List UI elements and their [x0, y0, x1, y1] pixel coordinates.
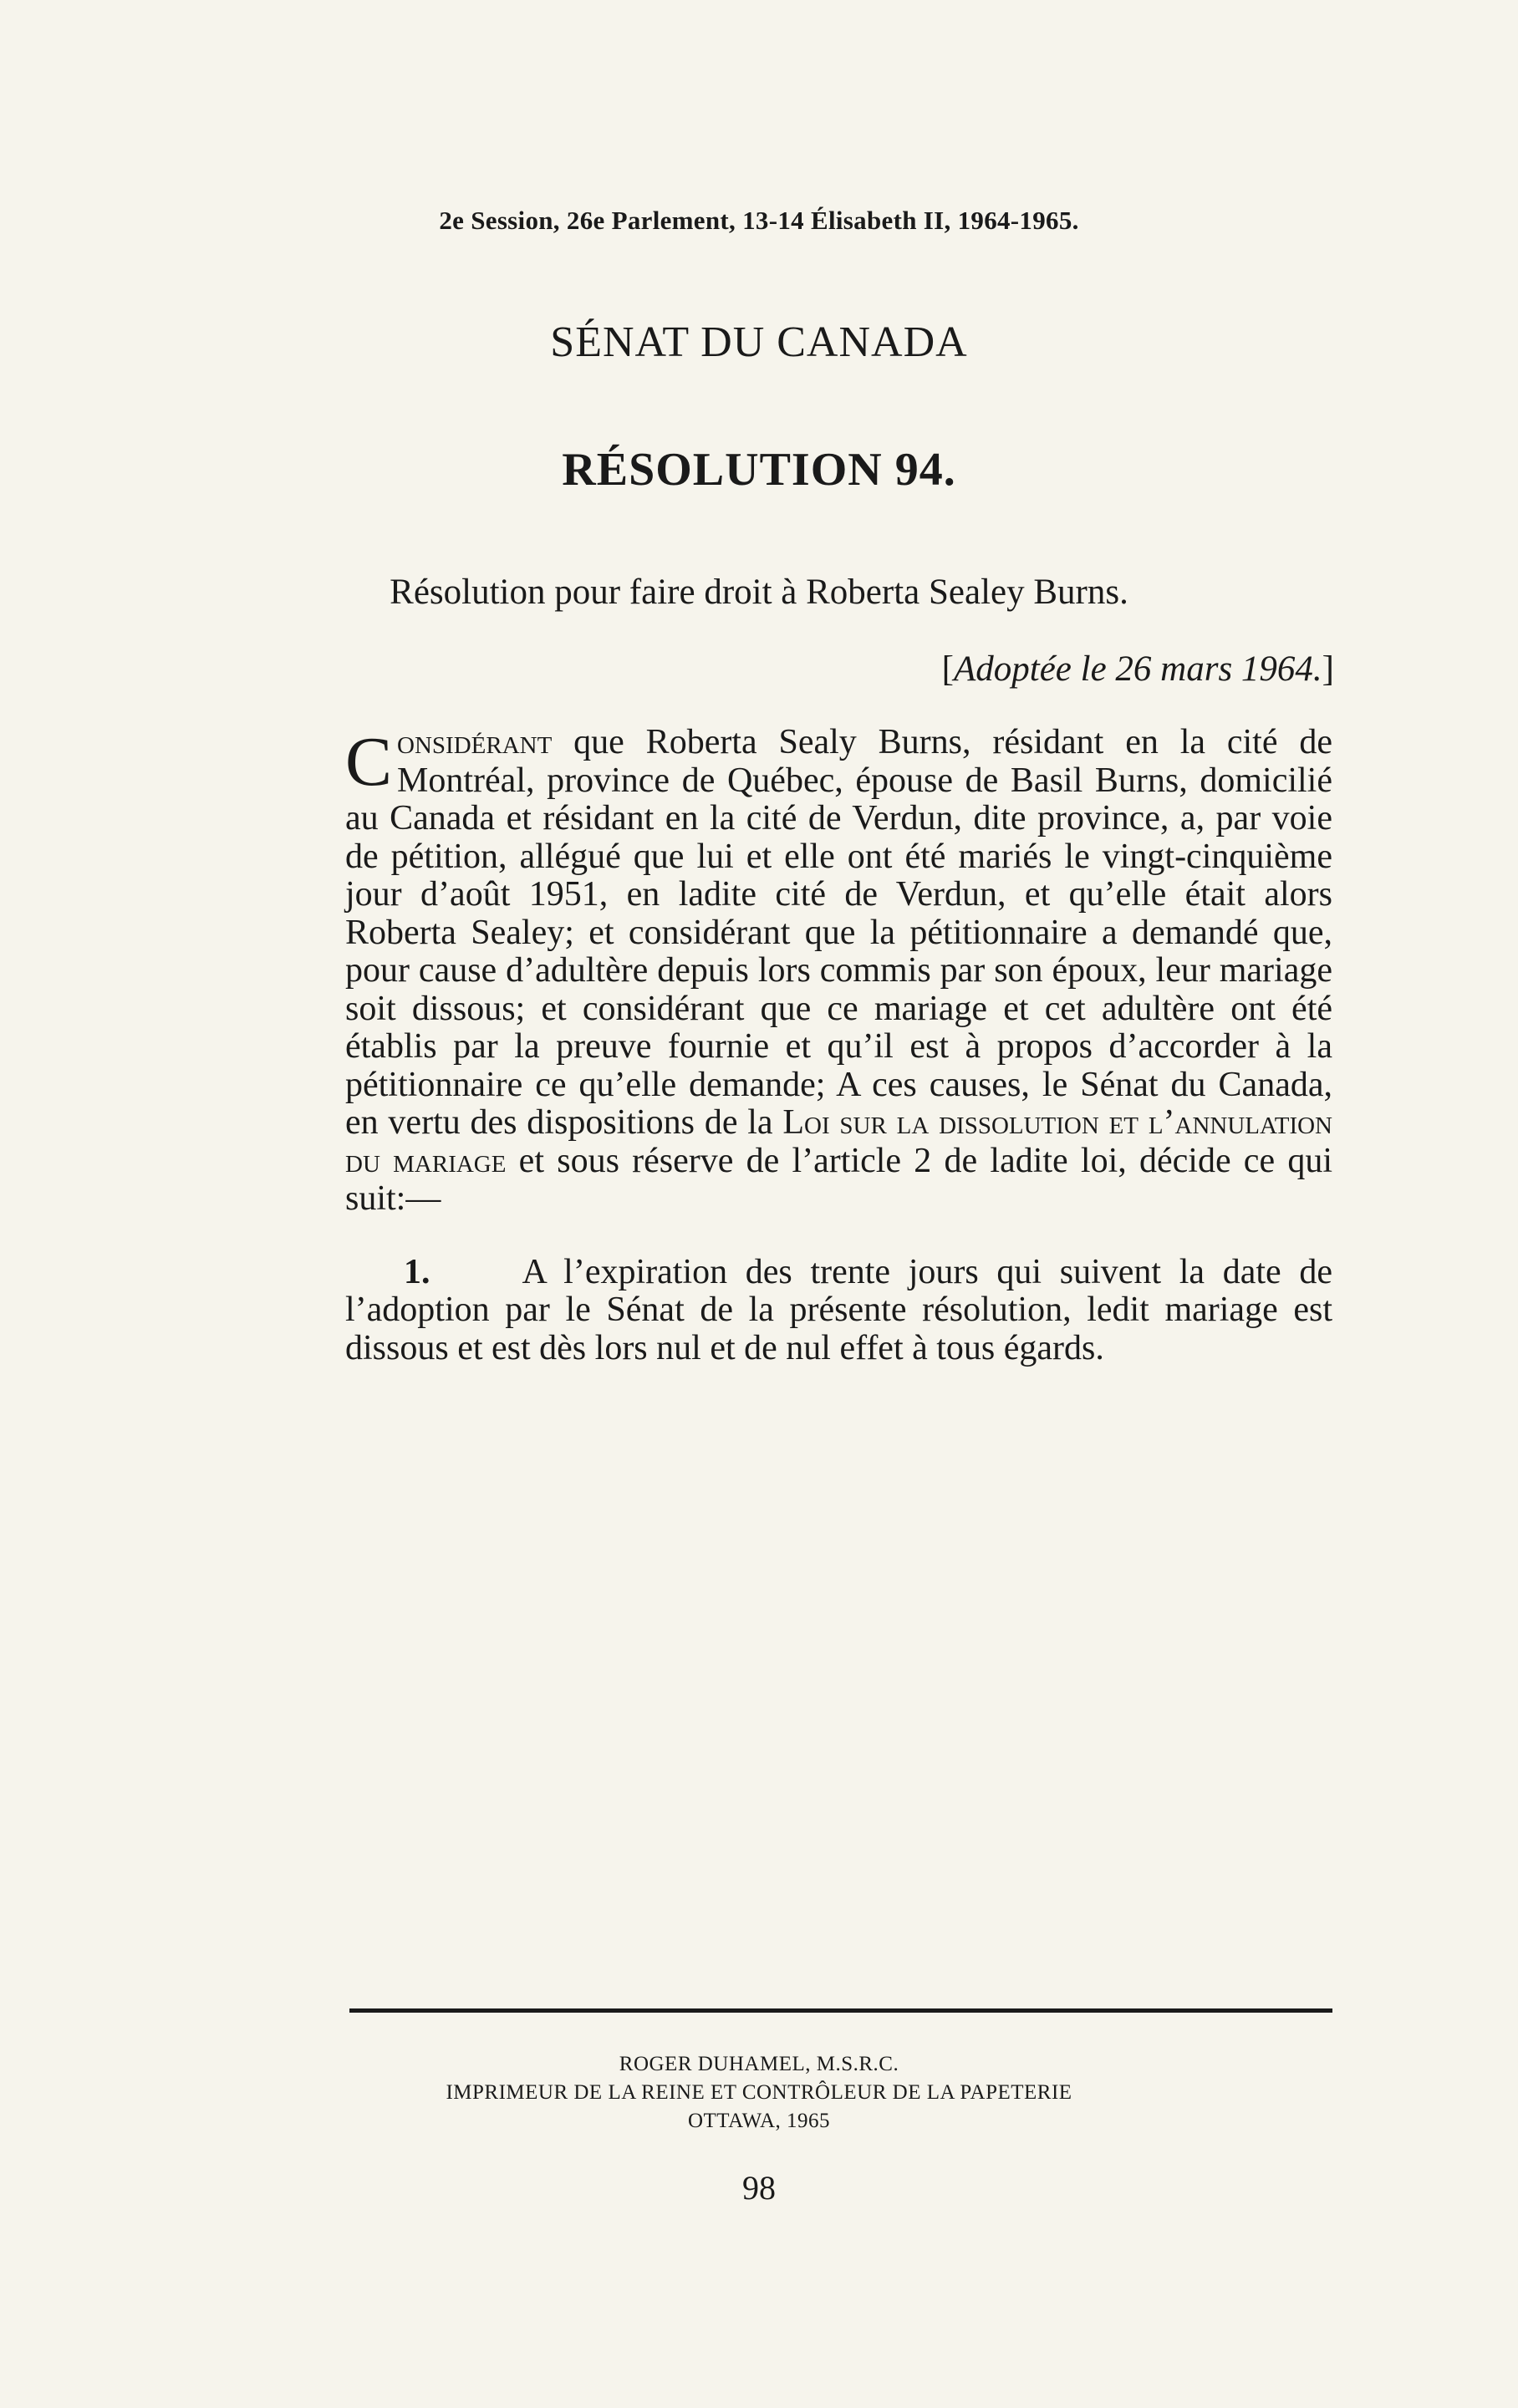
footer-printer-title: IMPRIMEUR DE LA REINE ET CONTRÔLEUR DE LA PAPETERIE	[446, 2081, 1072, 2104]
footer-printer-name: ROGER DUHAMEL, M.S.R.C.	[619, 2053, 899, 2075]
clause-text: A l’expiration des trente jours qui suivent la date de l’adoption par le Sénat de la présente résolution, ledit mariage est dissous et est dès lors nul et de nul effet à tous égards.	[345, 1252, 1332, 1367]
preamble-paragraph	[345, 724, 1332, 1219]
session-header: 2e Session, 26e Parlement, 13-14 Élisabeth II, 1964-1965.	[439, 206, 1079, 235]
resolution-number: RÉSOLUTION 94.	[562, 444, 956, 496]
senate-title: SÉNAT DU CANADA	[550, 318, 968, 366]
footer-place-year: OTTAWA, 1965	[687, 2110, 831, 2132]
footer-rule	[349, 2008, 1332, 2013]
printer-footer	[0, 2050, 1518, 2136]
adoption-date-text: Adoptée le 26 mars 1964.	[953, 649, 1322, 689]
preamble-text-1: que Roberta Sealy Burns, résidant en la cité de Montréal, province de Québec, épouse de Basil Burns, domicilié au Canada et résidant en la cité de Verdun, dite province, a, par voie de pétition, allégué que lui et elle ont été mariés le vingt-cinquième jour d’août 1951, en ladite cité de Verdun, et qu’elle était alors Roberta Sealey; et considérant que la pétitionnaire a demandé que, pour cause d’adultère depuis lors commis par son époux, leur mariage soit dissous; et considérant que ce mariage et cet adultère ont été établis par la preuve fournie et qu’il est à propos d’accorder à la pétitionnaire ce qu’elle demande; A ces causes, le Sénat du Canada, en vertu des dispositions de la	[345, 723, 1332, 1142]
lead-word: onsidérant	[397, 723, 553, 761]
page-number: 98	[742, 2169, 776, 2207]
preamble-text-2: et sous réserve de l’article 2 de ladite loi, décide ce qui suit:—	[345, 1141, 1332, 1218]
adoption-date: [Adoptée le 26 mars 1964.]	[941, 649, 1334, 689]
clause-number: 1.	[404, 1252, 430, 1291]
resolution-title: Résolution pour faire droit à Roberta Sealey Burns.	[390, 573, 1128, 612]
act-name: Loi sur la dissolution et l’annulation du mariage	[345, 1103, 1332, 1180]
clause-1	[345, 1254, 1332, 1368]
resolution-body	[345, 724, 1332, 1367]
drop-cap: C	[345, 723, 393, 801]
